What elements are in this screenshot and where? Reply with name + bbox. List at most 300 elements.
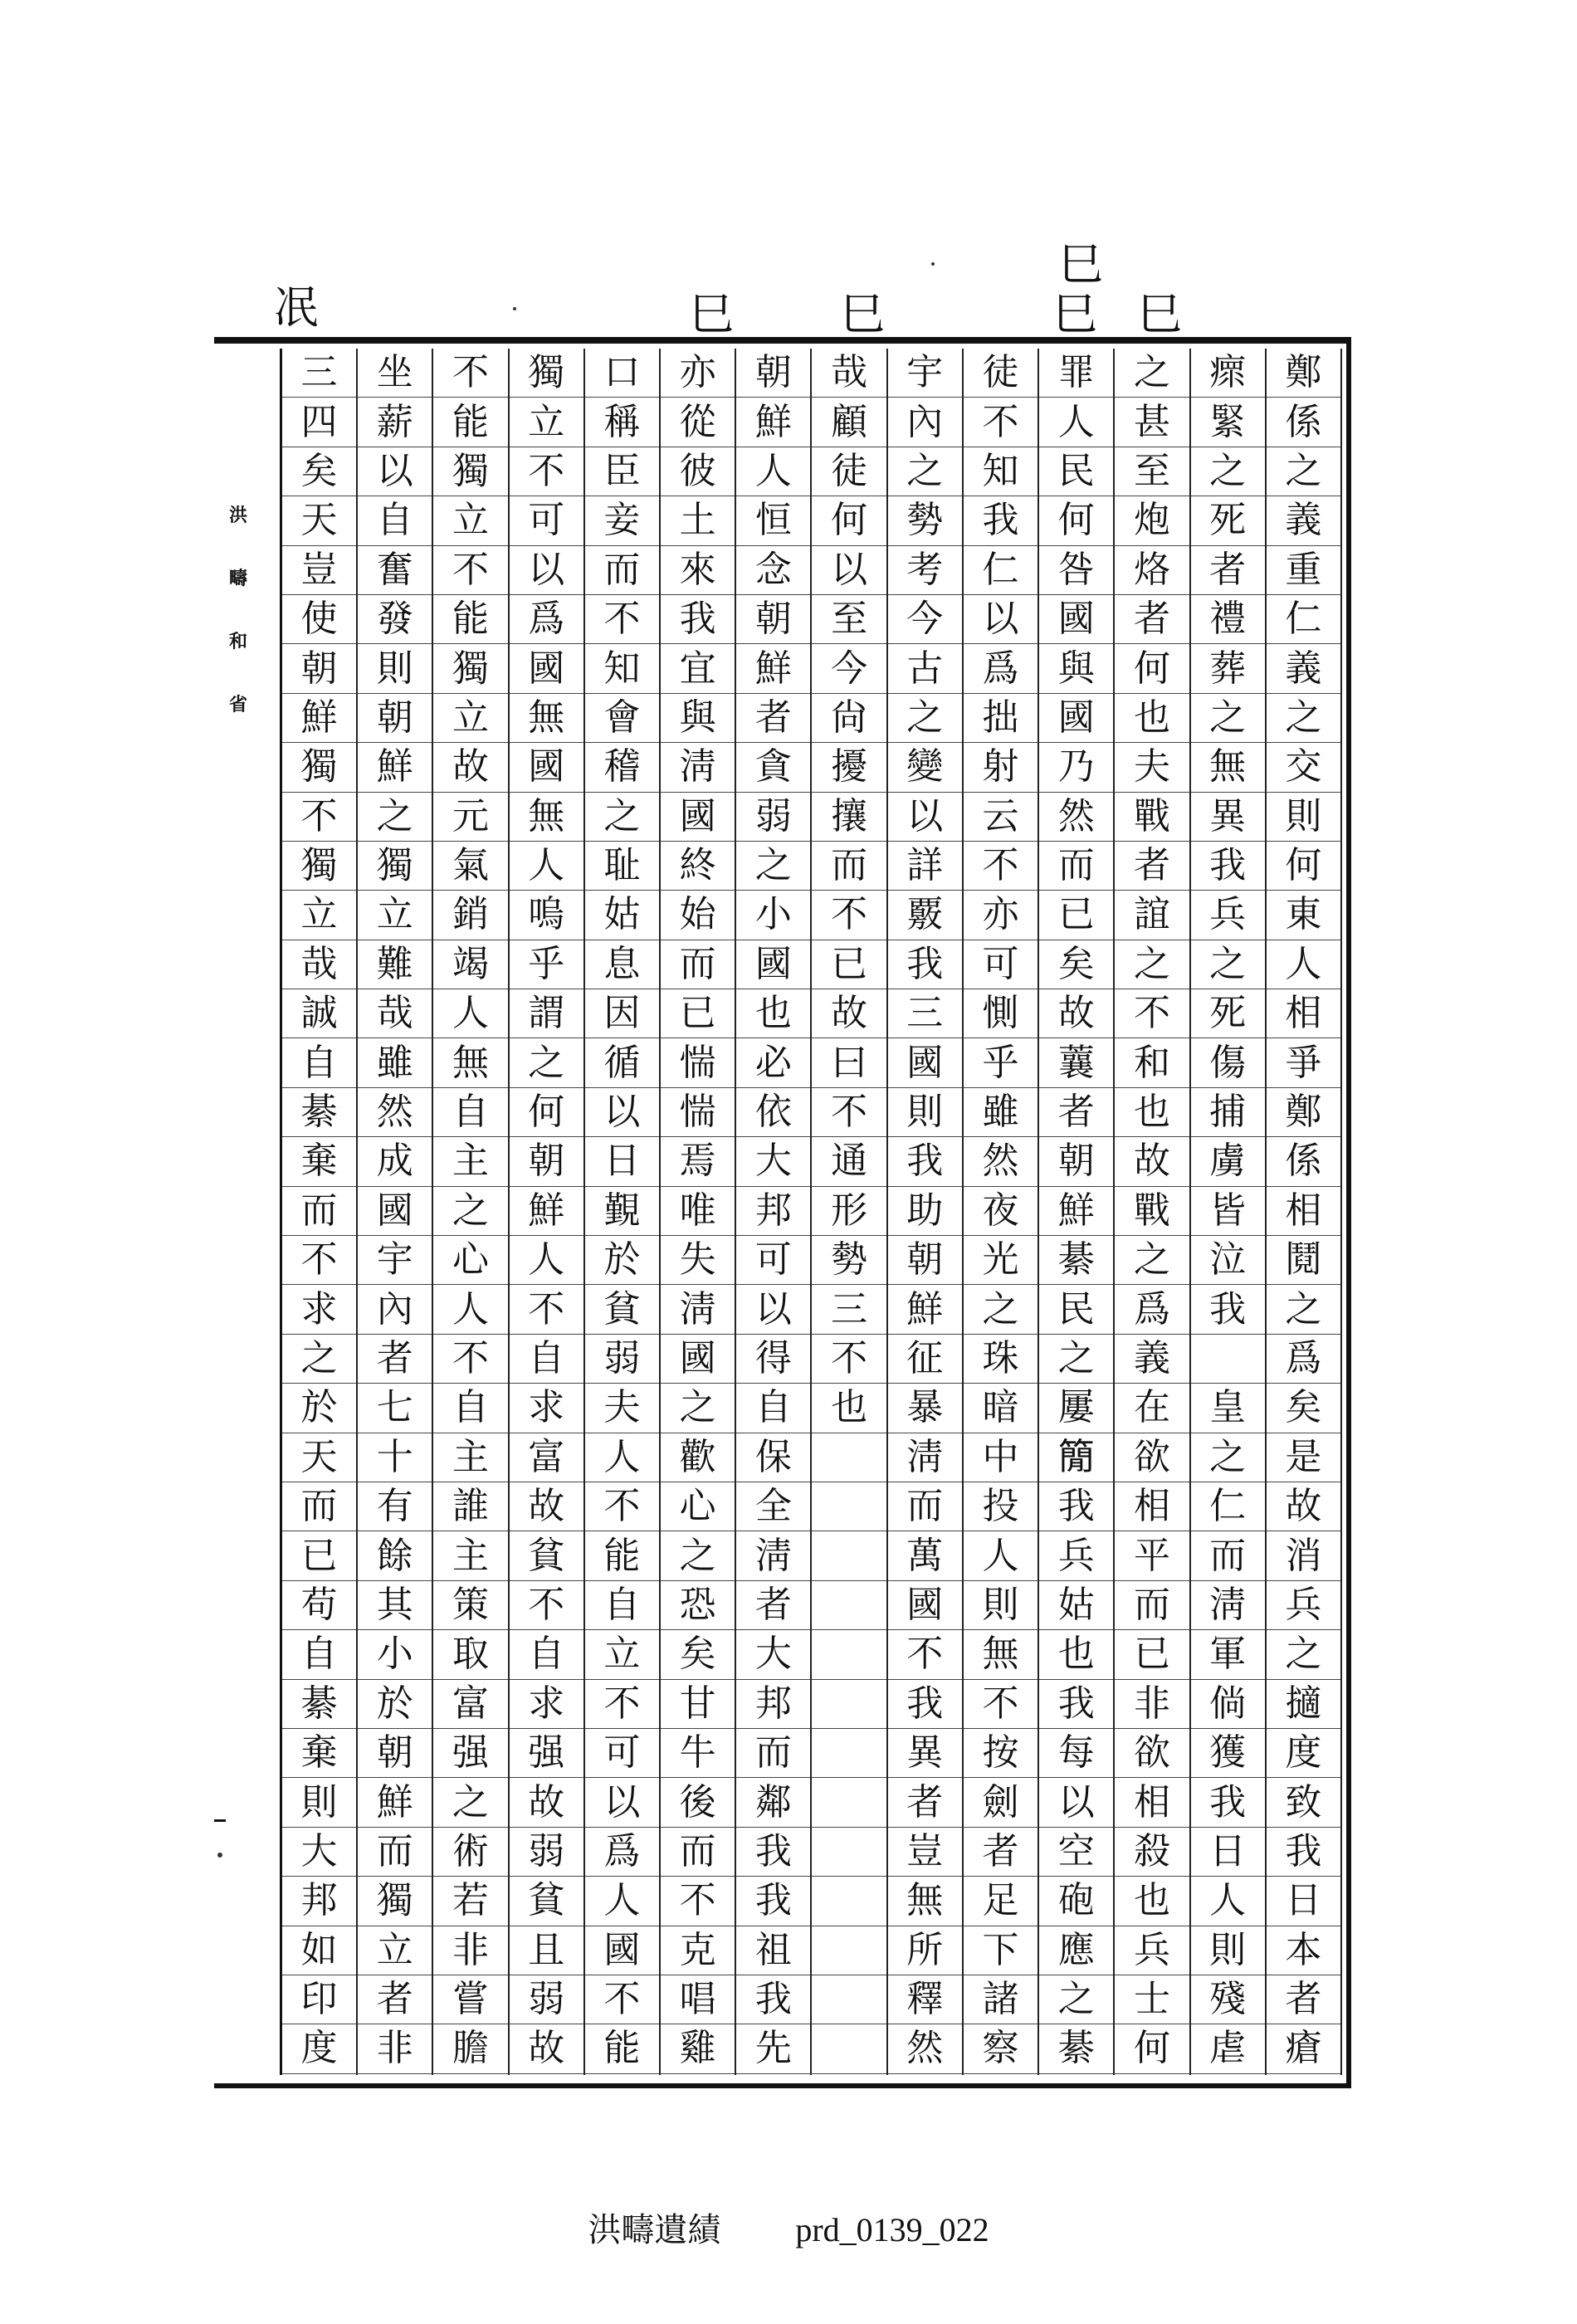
char-cell: 苟 — [282, 1581, 356, 1630]
char-cell: 砲 — [1039, 1877, 1113, 1926]
char-cell: 恒 — [736, 496, 810, 545]
char-cell: 會 — [585, 694, 659, 743]
char-cell: 軍 — [1191, 1630, 1265, 1679]
char-cell — [812, 1877, 886, 1926]
char-cell: 我 — [1267, 1828, 1340, 1877]
char-cell: 以 — [736, 1285, 810, 1334]
char-cell: 土 — [661, 496, 735, 545]
text-column — [1267, 349, 1342, 2075]
char-cell: 夫 — [585, 1384, 659, 1433]
text-column — [585, 349, 661, 2075]
char-cell: 以 — [585, 1778, 659, 1827]
char-cell: 可 — [736, 1236, 810, 1285]
char-cell: 終 — [661, 842, 735, 891]
char-cell: 相 — [1115, 1778, 1189, 1827]
char-cell: 炮 — [1115, 496, 1189, 545]
char-cell: 立 — [358, 1926, 432, 1975]
char-cell: 坐 — [358, 349, 432, 398]
char-cell: 唱 — [661, 1975, 735, 2024]
char-cell: 七 — [358, 1384, 432, 1433]
char-cell: 然 — [358, 1088, 432, 1137]
char-cell: 於 — [282, 1384, 356, 1433]
char-cell: 棄 — [282, 1137, 356, 1186]
char-cell: 和 — [1115, 1038, 1189, 1087]
char-cell: 仁 — [1191, 1482, 1265, 1531]
text-column — [964, 349, 1039, 2075]
char-cell: 爲 — [510, 595, 583, 644]
char-cell: 鮮 — [888, 1285, 962, 1334]
char-cell: 邦 — [736, 1680, 810, 1729]
char-cell: 則 — [888, 1088, 962, 1137]
text-column — [282, 349, 358, 2075]
char-cell: 瘝 — [1191, 349, 1265, 398]
char-cell: 其 — [358, 1581, 432, 1630]
char-cell: 爲 — [1115, 1285, 1189, 1334]
char-cell: 國 — [736, 940, 810, 989]
char-cell: 察 — [964, 2024, 1038, 2073]
char-cell: 攘 — [812, 793, 886, 842]
char-cell: 者 — [964, 1828, 1038, 1877]
char-cell: 淸 — [1191, 1581, 1265, 1630]
char-cell: 之 — [1267, 1630, 1340, 1679]
char-cell: 銷 — [433, 891, 507, 940]
char-cell: 故 — [1267, 1482, 1340, 1531]
char-cell: 者 — [1115, 595, 1189, 644]
char-cell: 自 — [358, 496, 432, 545]
char-cell: 祖 — [736, 1926, 810, 1975]
text-column — [812, 349, 887, 2075]
char-cell: 獨 — [433, 644, 507, 693]
char-cell: 之 — [1191, 694, 1265, 743]
char-cell — [812, 1482, 886, 1531]
char-cell: 應 — [1039, 1926, 1113, 1975]
char-cell: 欲 — [1115, 1729, 1189, 1778]
char-cell: 不 — [1115, 989, 1189, 1038]
char-cell: 國 — [1039, 595, 1113, 644]
char-cell: 暴 — [888, 1384, 962, 1433]
char-cell: 國 — [585, 1926, 659, 1975]
char-cell: 而 — [888, 1482, 962, 1531]
char-cell: 不 — [585, 1680, 659, 1729]
char-cell: 云 — [964, 793, 1038, 842]
char-cell: 以 — [888, 793, 962, 842]
char-cell: 劍 — [964, 1778, 1038, 1827]
char-cell: 義 — [1267, 644, 1340, 693]
text-column — [661, 349, 736, 2075]
char-cell: 人 — [433, 989, 507, 1038]
char-cell: 人 — [510, 842, 583, 891]
char-cell: 夫 — [1115, 743, 1189, 792]
char-cell: 何 — [510, 1088, 583, 1137]
char-cell: 棄 — [282, 1729, 356, 1778]
char-cell: 妾 — [585, 496, 659, 545]
char-cell: 烙 — [1115, 546, 1189, 595]
char-cell: 然 — [1039, 793, 1113, 842]
char-cell: 無 — [510, 793, 583, 842]
char-cell: 足 — [964, 1877, 1038, 1926]
char-cell: 依 — [736, 1088, 810, 1137]
char-cell: 之 — [661, 1531, 735, 1580]
char-cell: 勢 — [812, 1236, 886, 1285]
char-cell: 元 — [433, 793, 507, 842]
char-cell: 甚 — [1115, 398, 1189, 447]
char-cell: 朝 — [510, 1137, 583, 1186]
char-cell: 餘 — [358, 1531, 432, 1580]
char-cell: 者 — [736, 1581, 810, 1630]
char-cell: 之 — [1267, 694, 1340, 743]
char-cell: 淸 — [661, 743, 735, 792]
char-cell: 哉 — [812, 349, 886, 398]
char-cell: 鄭 — [1267, 349, 1340, 398]
char-cell: 能 — [585, 1531, 659, 1580]
char-cell: 朝 — [358, 1729, 432, 1778]
char-cell: 本 — [1267, 1926, 1340, 1975]
char-cell: 之 — [1115, 940, 1189, 989]
char-cell: 念 — [736, 546, 810, 595]
char-cell: 耻 — [585, 842, 659, 891]
char-cell: 者 — [358, 1335, 432, 1384]
char-cell: 成 — [358, 1137, 432, 1186]
char-cell: 以 — [585, 1088, 659, 1137]
char-cell: 而 — [1191, 1531, 1265, 1580]
char-cell: 擾 — [812, 743, 886, 792]
char-cell: 射 — [964, 743, 1038, 792]
char-cell: 氣 — [433, 842, 507, 891]
char-cell: 宇 — [888, 349, 962, 398]
margin-char: 疇 — [228, 568, 247, 589]
char-cell: 之 — [1267, 447, 1340, 496]
char-cell: 自 — [433, 1088, 507, 1137]
char-cell: 强 — [433, 1729, 507, 1778]
char-cell: 而 — [736, 1729, 810, 1778]
char-cell: 已 — [661, 989, 735, 1038]
char-cell: 之 — [1191, 940, 1265, 989]
char-cell: 徒 — [812, 447, 886, 496]
char-cell: 而 — [812, 842, 886, 891]
char-cell: 主 — [433, 1433, 507, 1482]
char-cell: 牛 — [661, 1729, 735, 1778]
char-cell: 然 — [964, 1137, 1038, 1186]
char-cell: 何 — [1115, 2024, 1189, 2073]
char-cell: 貧 — [510, 1531, 583, 1580]
char-cell: 非 — [433, 1926, 507, 1975]
char-cell: 哉 — [358, 989, 432, 1038]
char-cell: 戰 — [1115, 793, 1189, 842]
char-cell: 以 — [1039, 1778, 1113, 1827]
char-cell: 緊 — [1191, 398, 1265, 447]
char-cell: 戰 — [1115, 1187, 1189, 1236]
char-cell: 國 — [510, 743, 583, 792]
char-cell: 彼 — [661, 447, 735, 496]
char-cell: 誰 — [433, 1482, 507, 1531]
char-cell: 我 — [1039, 1482, 1113, 1531]
char-cell: 獨 — [282, 743, 356, 792]
char-cell: 焉 — [661, 1137, 735, 1186]
char-cell: 矣 — [1267, 1384, 1340, 1433]
char-cell: 貧 — [510, 1877, 583, 1926]
char-cell: 義 — [1267, 496, 1340, 545]
char-cell: 國 — [358, 1187, 432, 1236]
char-cell: 人 — [585, 1433, 659, 1482]
char-cell — [812, 1630, 886, 1679]
char-cell: 我 — [964, 496, 1038, 545]
footer-collection: 洪疇遺績 — [588, 2211, 721, 2248]
char-cell: 曰 — [812, 1038, 886, 1087]
char-cell: 之 — [964, 1285, 1038, 1334]
char-cell: 無 — [1191, 743, 1265, 792]
char-cell: 始 — [661, 891, 735, 940]
char-cell: 詳 — [888, 842, 962, 891]
char-cell: 之 — [1191, 447, 1265, 496]
char-cell: 薪 — [358, 398, 432, 447]
char-cell: 從 — [661, 398, 735, 447]
char-cell: 之 — [1115, 349, 1189, 398]
char-cell: 無 — [964, 1630, 1038, 1679]
char-cell: 傷 — [1191, 1038, 1265, 1087]
char-cell: 今 — [812, 644, 886, 693]
char-cell: 不 — [510, 1285, 583, 1334]
char-cell: 求 — [510, 1680, 583, 1729]
char-cell — [812, 1680, 886, 1729]
char-cell: 天 — [282, 1433, 356, 1482]
char-cell: 之 — [1115, 1236, 1189, 1285]
char-cell: 之 — [661, 1384, 735, 1433]
char-cell: 人 — [964, 1531, 1038, 1580]
char-cell: 不 — [812, 1088, 886, 1137]
char-cell: 不 — [812, 891, 886, 940]
char-cell: 萬 — [888, 1531, 962, 1580]
char-cell: 主 — [433, 1137, 507, 1186]
head-mark: 巳 — [840, 288, 885, 340]
char-cell: 三 — [812, 1285, 886, 1334]
char-cell: 我 — [888, 940, 962, 989]
char-cell: 富 — [433, 1680, 507, 1729]
char-cell: 我 — [736, 1877, 810, 1926]
char-cell: 釋 — [888, 1975, 962, 2024]
char-cell: 我 — [661, 595, 735, 644]
char-cell — [812, 1926, 886, 1975]
char-cell: 失 — [661, 1236, 735, 1285]
char-cell: 策 — [433, 1581, 507, 1630]
char-cell: 已 — [1115, 1630, 1189, 1679]
text-column — [510, 349, 585, 2075]
char-cell: 考 — [888, 546, 962, 595]
char-cell: 何 — [1115, 644, 1189, 693]
char-cell: 鮮 — [736, 398, 810, 447]
char-cell: 內 — [888, 398, 962, 447]
char-cell: 亦 — [661, 349, 735, 398]
char-cell: 蘘 — [1039, 1038, 1113, 1087]
char-cell: 十 — [358, 1433, 432, 1482]
char-cell: 係 — [1267, 1137, 1340, 1186]
char-cell: 仁 — [1267, 595, 1340, 644]
char-cell: 人 — [1191, 1877, 1265, 1926]
char-cell: 甘 — [661, 1680, 735, 1729]
char-cell: 虜 — [1191, 1137, 1265, 1186]
char-cell: 難 — [358, 940, 432, 989]
char-cell: 擿 — [1267, 1680, 1340, 1729]
char-cell: 也 — [1115, 1088, 1189, 1137]
char-cell: 嗚 — [510, 891, 583, 940]
char-cell: 富 — [510, 1433, 583, 1482]
char-cell: 立 — [585, 1630, 659, 1679]
char-cell: 於 — [585, 1236, 659, 1285]
char-cell: 不 — [282, 1236, 356, 1285]
char-cell: 者 — [1039, 1088, 1113, 1137]
char-cell: 不 — [433, 349, 507, 398]
char-cell: 空 — [1039, 1828, 1113, 1877]
char-cell: 奮 — [358, 546, 432, 595]
char-cell: 求 — [510, 1384, 583, 1433]
char-cell: 者 — [888, 1778, 962, 1827]
char-cell: 三 — [888, 989, 962, 1038]
char-cell: 倘 — [1191, 1680, 1265, 1729]
char-cell — [812, 1729, 886, 1778]
char-cell: 鮮 — [358, 1778, 432, 1827]
char-cell: 可 — [585, 1729, 659, 1778]
char-cell: 則 — [282, 1778, 356, 1827]
char-cell: 小 — [358, 1630, 432, 1679]
char-cell: 何 — [1267, 842, 1340, 891]
char-cell: 我 — [736, 1975, 810, 2024]
char-cell: 恐 — [661, 1581, 735, 1630]
char-cell: 獨 — [358, 842, 432, 891]
char-cell: 自 — [510, 1630, 583, 1679]
char-cell: 獨 — [282, 842, 356, 891]
char-cell: 於 — [358, 1680, 432, 1729]
char-cell: 是 — [1267, 1433, 1340, 1482]
char-cell: 而 — [661, 940, 735, 989]
char-cell: 至 — [1115, 447, 1189, 496]
char-cell: 之 — [433, 1187, 507, 1236]
char-cell: 鄰 — [736, 1778, 810, 1827]
char-cell: 唯 — [661, 1187, 735, 1236]
char-cell: 者 — [1267, 1975, 1340, 2024]
char-cell: 求 — [282, 1285, 356, 1334]
char-cell: 則 — [1191, 1926, 1265, 1975]
char-cell: 我 — [888, 1680, 962, 1729]
char-cell: 宇 — [358, 1236, 432, 1285]
char-cell: 者 — [358, 1975, 432, 2024]
char-cell: 爲 — [1267, 1335, 1340, 1384]
char-cell: 人 — [1039, 398, 1113, 447]
char-cell: 大 — [282, 1828, 356, 1877]
char-cell: 竭 — [433, 940, 507, 989]
char-cell: 中 — [964, 1433, 1038, 1482]
char-cell: 且 — [510, 1926, 583, 1975]
char-cell: 知 — [585, 644, 659, 693]
char-cell: 欲 — [1115, 1433, 1189, 1482]
char-cell: 者 — [1191, 546, 1265, 595]
char-cell — [812, 1433, 886, 1482]
char-cell: 以 — [964, 595, 1038, 644]
char-cell: 心 — [433, 1236, 507, 1285]
char-cell: 不 — [585, 1975, 659, 2024]
char-cell: 强 — [510, 1729, 583, 1778]
char-cell: 則 — [358, 644, 432, 693]
char-cell: 能 — [433, 398, 507, 447]
head-mark: 巳 — [1058, 238, 1103, 290]
char-cell: 咎 — [1039, 546, 1113, 595]
head-mark: 冺 — [274, 281, 319, 334]
char-cell: 死 — [1191, 989, 1265, 1038]
char-cell: 朝 — [282, 644, 356, 693]
char-cell: 弱 — [510, 1975, 583, 2024]
char-cell: 也 — [812, 1384, 886, 1433]
text-grid — [280, 349, 1342, 2075]
char-cell: 有 — [358, 1482, 432, 1531]
char-cell: 已 — [812, 940, 886, 989]
char-cell: 國 — [661, 793, 735, 842]
char-cell: 自 — [282, 1630, 356, 1679]
char-cell: 亦 — [964, 891, 1038, 940]
char-cell: 不 — [888, 1630, 962, 1679]
char-cell: 朝 — [888, 1236, 962, 1285]
text-column — [433, 349, 509, 2075]
char-cell: 係 — [1267, 398, 1340, 447]
char-cell: 之 — [888, 694, 962, 743]
char-cell: 殺 — [1115, 1828, 1189, 1877]
char-cell: 捕 — [1191, 1088, 1265, 1137]
char-cell: 不 — [510, 1581, 583, 1630]
char-cell: 暗 — [964, 1384, 1038, 1433]
char-cell: 乎 — [964, 1038, 1038, 1087]
char-cell: 人 — [510, 1236, 583, 1285]
char-cell: 膽 — [433, 2024, 507, 2073]
char-cell: 以 — [510, 546, 583, 595]
char-cell: 鄭 — [1267, 1088, 1340, 1137]
char-cell: 故 — [510, 1778, 583, 1827]
char-cell: 投 — [964, 1482, 1038, 1531]
char-cell: 之 — [888, 447, 962, 496]
char-cell: 諸 — [964, 1975, 1038, 2024]
char-cell: 之 — [736, 842, 810, 891]
char-cell: 綦 — [282, 1088, 356, 1137]
char-cell: 自 — [736, 1384, 810, 1433]
text-column — [358, 349, 433, 2075]
char-cell: 國 — [888, 1581, 962, 1630]
char-cell: 而 — [661, 1828, 735, 1877]
char-cell: 故 — [1115, 1137, 1189, 1186]
char-cell: 綦 — [282, 1680, 356, 1729]
char-cell: 獨 — [433, 447, 507, 496]
char-cell: 何 — [812, 496, 886, 545]
char-cell: 爲 — [585, 1828, 659, 1877]
char-cell: 徒 — [964, 349, 1038, 398]
char-cell: 而 — [1115, 1581, 1189, 1630]
char-cell: 兵 — [1191, 891, 1265, 940]
char-cell: 自 — [282, 1038, 356, 1087]
char-cell: 四 — [282, 398, 356, 447]
char-cell: 惴 — [661, 1088, 735, 1137]
char-cell: 每 — [1039, 1729, 1113, 1778]
char-cell: 淸 — [736, 1531, 810, 1580]
char-cell: 而 — [585, 546, 659, 595]
char-cell: 之 — [433, 1778, 507, 1827]
char-cell: 若 — [433, 1877, 507, 1926]
char-cell: 朝 — [358, 694, 432, 743]
char-cell: 人 — [1267, 940, 1340, 989]
char-cell: 之 — [510, 1038, 583, 1087]
char-cell: 故 — [812, 989, 886, 1038]
char-cell: 則 — [964, 1581, 1038, 1630]
char-cell: 已 — [1039, 891, 1113, 940]
char-cell: 貪 — [736, 743, 810, 792]
char-cell: 已 — [282, 1531, 356, 1580]
char-cell: 珠 — [964, 1335, 1038, 1384]
char-cell: 雖 — [964, 1088, 1038, 1137]
char-cell: 不 — [585, 595, 659, 644]
